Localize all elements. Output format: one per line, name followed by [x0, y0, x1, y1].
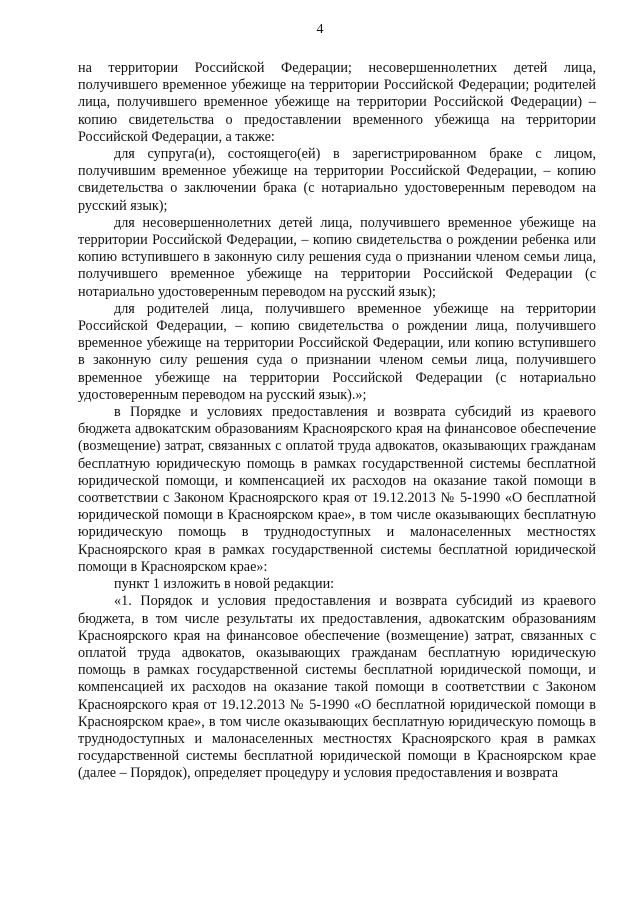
paragraph-new-edition: пункт 1 изложить в новой редакции:	[114, 576, 335, 593]
paragraph-point-1: «1. Порядок и условия предоставления и возврата субсидий из краевого бюджета, в том числе результаты их предоставления, адвокатским образованиям Красноярского края на финансовое обеспечение (возмещение) затрат, связанных с оплатой труда адвокатов, оказывающих гражданам бесплатную юридическую помощь в рамках государственной системы бесплатной юридической помощи, и компенсацией их расходов на оказание такой помощи в соответствии с Законом Красноярского края от 19.12.2013 № 5-1990 «О бесплатной юридической помощи в Красноярском крае», в том числе оказывающих бесплатную юридическую помощь в труднодоступных и малонаселенных местностях Красноярского края в рамках государственной системы бесплатной юридической помощи в Красноярском крае (далее – Порядок), определяет процедуру и условия предоставления и возврата	[78, 593, 596, 782]
paragraph-children: для несовершеннолетних детей лица, получившего временное убежище на территории Российской Федерации, – копию свидетельства о рождении ребенка или копию вступившего в законную силу решения суда о признании членом семьи лица, получившего временное убежище на территории Российской Федерации (с нотариально удостоверенным переводом на русский язык);	[78, 214, 596, 300]
document-body	[78, 60, 596, 783]
paragraph-continuation: на территории Российской Федерации; несовершеннолетних детей лица, получившего временное убежище на территории Российской Федерации; родителей лица, получившего временное убежище на территории Российской Федерации) – копию свидетельства о предоставлении временного убежища на территории Российской Федерации, а также:	[78, 60, 596, 145]
paragraph-spouse: для супруга(и), состоящего(ей) в зарегистрированном браке с лицом, получившим временное убежище на территории Российской Федерации, – копию свидетельства о заключении брака (с нотариально удостоверенным переводом на русский язык);	[78, 146, 596, 214]
paragraph-parents: для родителей лица, получившего временное убежище на территории Российской Федерации, – копию свидетельства о рождении лица, получившего временное убежище на территории Российской Федерации, или копию вступившего в законную силу решения суда о признании членом семьи лица, получившего временное убежище на территории Российской Федерации (с нотариально удостоверенным переводом на русский язык).»;	[78, 300, 596, 403]
paragraph-subsidy-procedure: в Порядке и условиях предоставления и возврата субсидий из краевого бюджета адвокатским образованиям Красноярского края на финансовое обеспечение (возмещение) затрат, связанных с оплатой труда адвокатов, оказывающих гражданам бесплатную юридическую помощь в рамках государственной системы бесплатной юридической помощи, и компенсацией их расходов на оказание такой помощи в соответствии с Законом Красноярского края от 19.12.2013 № 5-1990 «О бесплатной юридической помощи в Красноярском крае», в том числе оказывающих бесплатную юридическую помощь в труднодоступных и малонаселенных местностях Красноярского края в рамках государственной системы бесплатной юридической помощи в Красноярском крае»:	[78, 404, 596, 575]
page-number: 4	[316, 22, 324, 37]
